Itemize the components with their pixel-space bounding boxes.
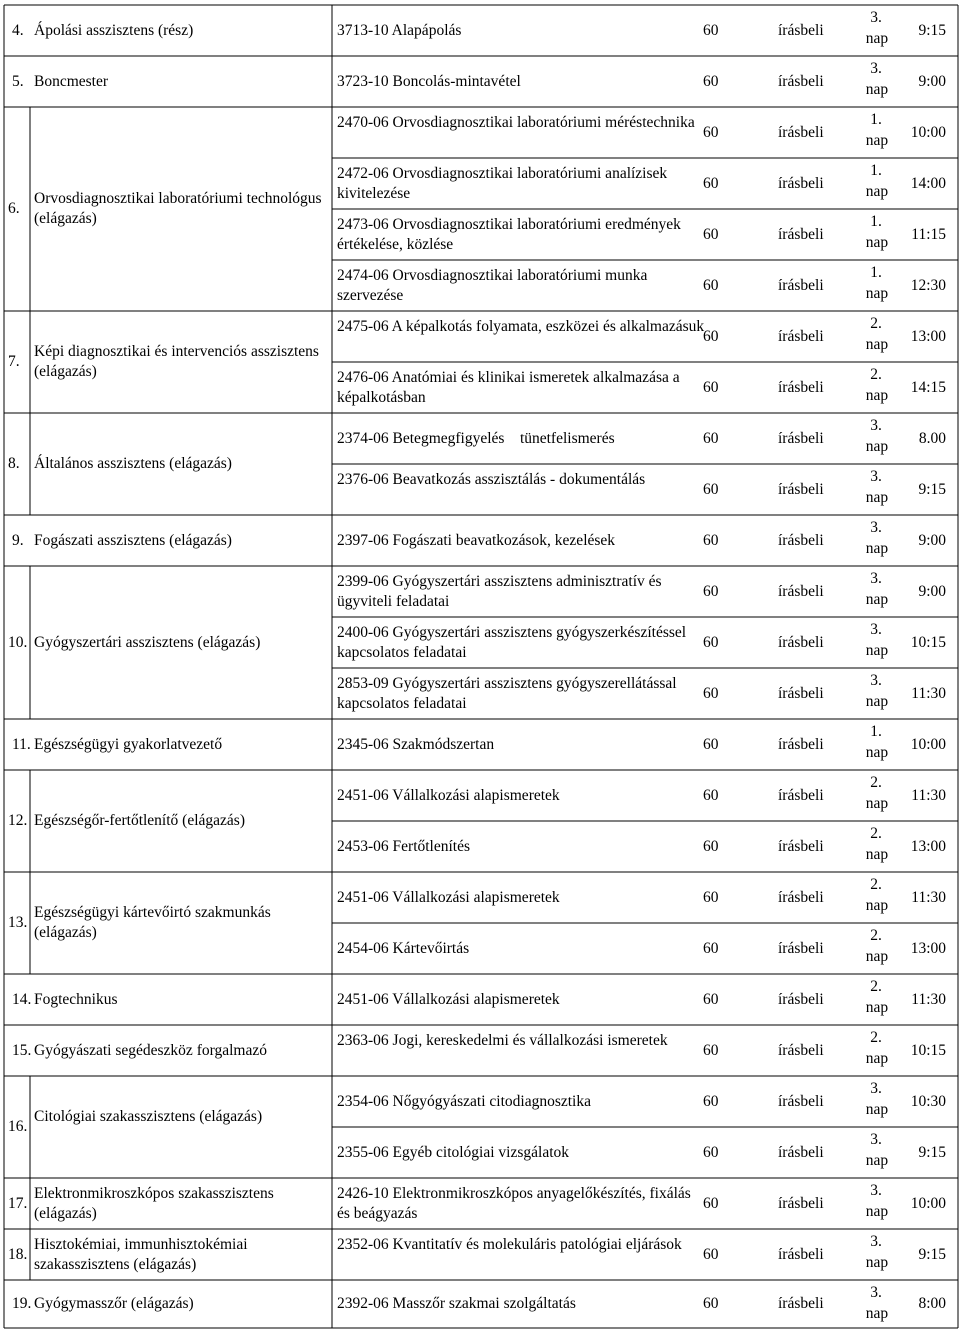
exam-time: 14:00 — [910, 174, 946, 192]
module-name: 2453-06 Fertőtlenítés — [337, 837, 471, 855]
exam-type: írásbeli — [778, 225, 824, 243]
exam-day-unit: nap — [865, 183, 889, 200]
exam-time: 10:00 — [910, 1194, 946, 1212]
exam-day-unit: nap — [865, 897, 889, 914]
module-name: 2399-06 Gyógyszertári asszisztens adminisztratív és ügyviteli feladatai — [337, 572, 662, 610]
exam-day-unit: nap — [865, 438, 889, 455]
exam-type: írásbeli — [778, 939, 824, 957]
exam-time: 10:30 — [910, 1092, 946, 1110]
group-qualification-name: Egészségőr-fertőtlenítő (elágazás) — [34, 812, 245, 829]
exam-day: 1. — [870, 723, 882, 740]
exam-day: 2. — [870, 927, 882, 944]
module-name: 2354-06 Nőgyógyászati citodiagnosztika — [337, 1092, 591, 1110]
module-name: 2472-06 Orvosdiagnosztikai laboratóriumi analízisek kivitelezése — [337, 164, 668, 202]
exam-time: 9:15 — [918, 1245, 946, 1263]
module-name: 2426-10 Elektronmikroszkópos anyagelőkészítés, fixálás és beágyazás — [337, 1184, 691, 1222]
exam-day-unit: nap — [865, 30, 889, 47]
group-number: 18. — [8, 1245, 28, 1263]
exam-time: 8:00 — [918, 1295, 946, 1312]
exam-day: 3. — [870, 1284, 882, 1301]
exam-duration: 60 — [703, 888, 719, 906]
row-number: 14. — [12, 990, 32, 1008]
exam-type: írásbeli — [778, 21, 824, 39]
exam-type: írásbeli — [778, 378, 824, 396]
exam-day-unit: nap — [865, 693, 889, 710]
exam-day-unit: nap — [865, 795, 889, 812]
qualification-name: Boncmester — [34, 72, 109, 90]
exam-day-unit: nap — [865, 999, 889, 1016]
exam-duration: 60 — [703, 21, 719, 39]
exam-time: 11:30 — [911, 888, 946, 906]
row-number: 9. — [12, 531, 24, 549]
exam-day: 2. — [870, 366, 882, 383]
exam-type: írásbeli — [778, 582, 824, 600]
exam-day-unit: nap — [865, 1254, 889, 1271]
group-number: 17. — [8, 1194, 28, 1212]
exam-type: írásbeli — [778, 633, 824, 651]
group-number: 6. — [8, 200, 20, 217]
module-name: 2355-06 Egyéb citológiai vizsgálatok — [337, 1143, 570, 1161]
exam-duration: 60 — [703, 429, 719, 447]
exam-time: 10:00 — [910, 123, 946, 141]
exam-duration: 60 — [703, 123, 719, 141]
exam-day: 3. — [870, 1233, 882, 1250]
row-number: 5. — [12, 72, 24, 90]
exam-day-unit: nap — [865, 81, 889, 98]
qualification-name: Fogászati asszisztens (elágazás) — [34, 531, 232, 549]
exam-type: írásbeli — [778, 888, 824, 906]
module-name: 2474-06 Orvosdiagnosztikai laboratóriumi munka szervezése — [337, 266, 648, 304]
exam-day: 1. — [870, 264, 882, 281]
exam-day-unit: nap — [865, 285, 889, 302]
module-name: 2376-06 Beavatkozás asszisztálás - dokumentálás — [337, 470, 646, 488]
exam-time: 9:00 — [918, 72, 946, 90]
exam-duration: 60 — [703, 531, 719, 549]
row-number: 4. — [12, 21, 24, 39]
exam-day-unit: nap — [865, 1305, 889, 1322]
exam-day-unit: nap — [865, 132, 889, 149]
exam-day: 3. — [870, 1131, 882, 1148]
exam-day-unit: nap — [865, 489, 889, 506]
exam-duration: 60 — [703, 480, 719, 498]
exam-time: 13:00 — [910, 327, 946, 345]
exam-time: 9:15 — [918, 480, 946, 498]
exam-day: 1. — [870, 111, 882, 128]
exam-day: 3. — [870, 417, 882, 434]
exam-duration: 60 — [703, 837, 719, 855]
module-name: 2475-06 A képalkotás folyamata, eszközei és alkalmazásuk — [337, 317, 705, 335]
module-name: 2454-06 Kártevőirtás — [337, 939, 470, 957]
exam-type: írásbeli — [778, 429, 824, 447]
exam-time: 10:15 — [910, 633, 946, 651]
exam-duration: 60 — [703, 939, 719, 957]
exam-day-unit: nap — [865, 387, 889, 404]
exam-day: 2. — [870, 774, 882, 791]
exam-day: 2. — [870, 978, 882, 995]
exam-type: írásbeli — [778, 1245, 824, 1263]
module-name: 2392-06 Masszőr szakmai szolgáltatás — [337, 1295, 576, 1312]
module-name: 2470-06 Orvosdiagnosztikai laboratóriumi méréstechnika — [337, 113, 695, 131]
exam-day-unit: nap — [865, 540, 889, 557]
exam-day: 3. — [870, 1080, 882, 1097]
module-name: 2352-06 Kvantitatív és molekuláris patológiai eljárások — [337, 1235, 682, 1253]
exam-time: 11:30 — [911, 684, 946, 702]
group-number: 16. — [8, 1118, 28, 1135]
exam-type: írásbeli — [778, 1194, 824, 1212]
exam-type: írásbeli — [778, 72, 824, 90]
exam-day-unit: nap — [865, 1203, 889, 1220]
exam-duration: 60 — [703, 633, 719, 651]
exam-duration: 60 — [703, 684, 719, 702]
exam-time: 9:15 — [918, 21, 946, 39]
module-name: 2400-06 Gyógyszertári asszisztens gyógyszerkészítéssel kapcsolatos feladatai — [337, 623, 687, 661]
exam-day-unit: nap — [865, 1050, 889, 1067]
exam-type: írásbeli — [778, 174, 824, 192]
exam-type: írásbeli — [778, 990, 824, 1008]
module-name: 2363-06 Jogi, kereskedelmi és vállalkozási ismeretek — [337, 1031, 668, 1049]
row-number: 11. — [12, 735, 31, 753]
exam-day-unit: nap — [865, 336, 889, 353]
exam-day: 3. — [870, 1182, 882, 1199]
exam-day: 3. — [870, 621, 882, 638]
exam-day-unit: nap — [865, 234, 889, 251]
exam-duration: 60 — [703, 327, 719, 345]
exam-duration: 60 — [703, 786, 719, 804]
group-number: 8. — [8, 455, 20, 472]
exam-day-unit: nap — [865, 1152, 889, 1169]
module-name: 2345-06 Szakmódszertan — [337, 735, 495, 753]
exam-duration: 60 — [703, 1041, 719, 1059]
exam-type: írásbeli — [778, 684, 824, 702]
exam-time: 9:00 — [918, 582, 946, 600]
exam-day: 2. — [870, 315, 882, 332]
exam-duration: 60 — [703, 1245, 719, 1263]
exam-type: írásbeli — [778, 1295, 824, 1312]
exam-type: írásbeli — [778, 735, 824, 753]
exam-day-unit: nap — [865, 744, 889, 761]
group-qualification-name: Hisztokémiai, immunhisztokémiai szakasszisztens (elágazás) — [34, 1235, 248, 1273]
group-number: 7. — [8, 353, 20, 370]
exam-time: 13:00 — [910, 939, 946, 957]
group-qualification-name: Gyógyszertári asszisztens (elágazás) — [34, 633, 261, 651]
exam-day: 2. — [870, 876, 882, 893]
group-qualification-name: Egészségügyi kártevőirtó szakmunkás (elágazás) — [34, 904, 271, 941]
module-name: 2451-06 Vállalkozási alapismeretek — [337, 990, 560, 1008]
exam-duration: 60 — [703, 990, 719, 1008]
exam-day-unit: nap — [865, 1101, 889, 1118]
module-name: 2451-06 Vállalkozási alapismeretek — [337, 786, 560, 804]
module-name: 3723-10 Boncolás-mintavétel — [337, 72, 521, 90]
exam-day: 1. — [870, 213, 882, 230]
exam-time: 9:00 — [918, 531, 946, 549]
exam-time: 10:15 — [910, 1041, 946, 1059]
module-name: 2853-09 Gyógyszertári asszisztens gyógyszerellátással kapcsolatos feladatai — [337, 674, 677, 712]
group-qualification-name: Általános asszisztens (elágazás) — [34, 455, 232, 472]
exam-type: írásbeli — [778, 786, 824, 804]
module-name: 2397-06 Fogászati beavatkozások, kezelések — [337, 531, 616, 549]
qualification-name: Egészségügyi gyakorlatvezető — [34, 735, 223, 753]
exam-type: írásbeli — [778, 327, 824, 345]
qualification-name: Fogtechnikus — [34, 990, 118, 1008]
exam-duration: 60 — [703, 174, 719, 192]
exam-time: 12:30 — [910, 276, 946, 294]
module-name: 2476-06 Anatómiai és klinikai ismeretek alkalmazása a képalkotásban — [337, 368, 680, 406]
exam-day-unit: nap — [865, 642, 889, 659]
group-qualification-name: Képi diagnosztikai és intervenciós asszisztens (elágazás) — [34, 343, 319, 380]
exam-type: írásbeli — [778, 123, 824, 141]
exam-time: 11:30 — [911, 990, 946, 1008]
exam-duration: 60 — [703, 1143, 719, 1161]
exam-type: írásbeli — [778, 1041, 824, 1059]
qualification-name: Ápolási asszisztens (rész) — [34, 21, 194, 39]
module-name: 2374-06 Betegmegfigyelés tünetfelismerés — [337, 429, 615, 447]
exam-time: 8.00 — [918, 429, 946, 447]
exam-duration: 60 — [703, 1092, 719, 1110]
group-qualification-name: Elektronmikroszkópos szakasszisztens (elágazás) — [34, 1184, 274, 1222]
exam-duration: 60 — [703, 1194, 719, 1212]
exam-day: 3. — [870, 570, 882, 587]
group-qualification-name: Citológiai szakasszisztens (elágazás) — [34, 1108, 263, 1125]
module-name: 3713-10 Alapápolás — [337, 21, 462, 39]
exam-day-unit: nap — [865, 846, 889, 863]
exam-type: írásbeli — [778, 837, 824, 855]
exam-time: 13:00 — [910, 837, 946, 855]
group-number: 10. — [8, 633, 28, 651]
exam-time: 11:30 — [911, 786, 946, 804]
exam-type: írásbeli — [778, 276, 824, 294]
exam-duration: 60 — [703, 276, 719, 294]
exam-day-unit: nap — [865, 591, 889, 608]
exam-day: 3. — [870, 60, 882, 77]
exam-duration: 60 — [703, 225, 719, 243]
exam-day: 1. — [870, 162, 882, 179]
qualification-name: Gyógyászati segédeszköz forgalmazó — [34, 1041, 267, 1059]
group-qualification-name: Orvosdiagnosztikai laboratóriumi technológus (elágazás) — [34, 190, 322, 227]
exam-day-unit: nap — [865, 948, 889, 965]
exam-time: 10:00 — [910, 735, 946, 753]
exam-duration: 60 — [703, 1295, 719, 1312]
group-number: 13. — [8, 914, 28, 931]
exam-type: írásbeli — [778, 1092, 824, 1110]
exam-day: 2. — [870, 825, 882, 842]
exam-time: 14:15 — [910, 378, 946, 396]
exam-day: 2. — [870, 1029, 882, 1046]
exam-duration: 60 — [703, 378, 719, 396]
exam-duration: 60 — [703, 735, 719, 753]
row-number: 19. — [12, 1295, 32, 1312]
exam-duration: 60 — [703, 72, 719, 90]
group-number: 12. — [8, 812, 28, 829]
exam-time: 11:15 — [911, 225, 946, 243]
exam-day: 3. — [870, 519, 882, 536]
exam-type: írásbeli — [778, 531, 824, 549]
qualification-name: Gyógymasszőr (elágazás) — [34, 1295, 194, 1312]
exam-time: 9:15 — [918, 1143, 946, 1161]
exam-type: írásbeli — [778, 1143, 824, 1161]
exam-day: 3. — [870, 468, 882, 485]
exam-duration: 60 — [703, 582, 719, 600]
module-name: 2473-06 Orvosdiagnosztikai laboratóriumi eredmények értékelése, közlése — [337, 215, 681, 253]
exam-type: írásbeli — [778, 480, 824, 498]
row-number: 15. — [12, 1041, 32, 1059]
module-name: 2451-06 Vállalkozási alapismeretek — [337, 888, 560, 906]
exam-day: 3. — [870, 9, 882, 26]
exam-day: 3. — [870, 672, 882, 689]
